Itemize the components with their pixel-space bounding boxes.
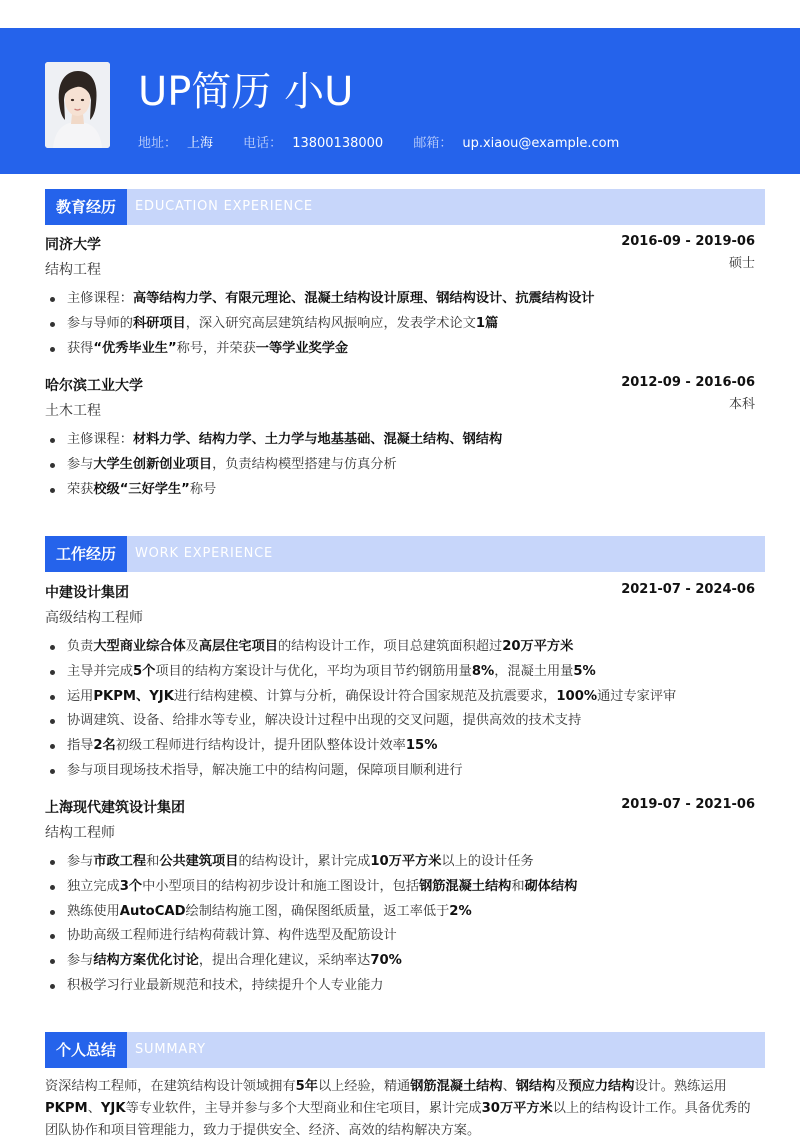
text-run: 运用: [67, 688, 94, 704]
list-item: [45, 709, 765, 734]
list-item: [45, 974, 765, 999]
text-run: 参与: [67, 854, 94, 869]
emphasis-text: PKPM、YJK: [93, 688, 174, 704]
entry-date: 2021-07 - 2024-06: [621, 582, 755, 597]
contact-label: 地址：: [138, 136, 178, 151]
avatar-portrait-icon: [45, 62, 110, 148]
school-name: 同济大学: [45, 237, 101, 253]
text-run: 项目的结构方案设计与优化，平均为项目节约钢筋用量: [155, 663, 472, 679]
list-item: [45, 478, 765, 503]
list-item: [45, 312, 765, 337]
text-run: 以上的设计任务: [441, 854, 534, 869]
summary-section-header: [45, 1032, 765, 1068]
contact-label: 邮箱：: [413, 136, 453, 151]
emphasis-text: 30万平方米: [481, 1101, 553, 1116]
text-run: 及: [555, 1079, 569, 1094]
list-item: [45, 287, 765, 312]
section-title: 个人总结: [45, 1032, 127, 1068]
emphasis-text: 一等学业奖学金: [255, 340, 349, 356]
contact-phone: [243, 136, 383, 151]
section-title: 教育经历: [45, 189, 127, 225]
emphasis-text: 5年: [295, 1079, 318, 1094]
company-name: 中建设计集团: [45, 585, 129, 601]
emphasis-text: 10万平方米: [370, 854, 442, 869]
text-run: 以上经验，精通: [317, 1079, 411, 1094]
text-run: 指导: [67, 738, 94, 754]
major: 结构工程: [45, 262, 101, 278]
text-run: 资深结构工程师，在建筑结构设计领域拥有: [45, 1079, 296, 1094]
emphasis-text: 校级“三好学生”: [93, 481, 190, 497]
text-run: 主导并完成: [67, 663, 133, 679]
text-run: 积极学习行业最新规范和技术，持续提升个人专业能力: [67, 977, 384, 993]
contact-value: 上海: [187, 136, 214, 151]
contact-email: [413, 136, 619, 151]
contact-value: up.xiaou@example.com: [462, 136, 620, 151]
text-run: 主修课程：: [67, 432, 133, 447]
emphasis-text: 材料力学、结构力学、土力学与地基基础、混凝土结构、钢结构: [132, 432, 503, 447]
text-run: 负责: [67, 639, 94, 654]
bullet-list: [45, 287, 765, 361]
emphasis-text: 2%: [449, 903, 472, 919]
text-run: 熟练使用: [67, 903, 120, 919]
list-item: [45, 660, 765, 685]
degree: 本科: [728, 397, 755, 412]
list-item: [45, 875, 765, 900]
text-run: 等专业软件，主导并参与多个大型商业和住宅项目，累计完成: [125, 1101, 482, 1116]
text-run: 参与: [67, 456, 94, 472]
emphasis-text: 70%: [370, 953, 402, 969]
text-run: 的结构设计，累计完成: [238, 854, 371, 869]
bullet-list: [45, 635, 765, 784]
list-item: [45, 850, 765, 875]
text-run: 荣获: [67, 481, 94, 497]
emphasis-text: YJK: [100, 1101, 126, 1116]
section-title-en: WORK EXPERIENCE: [135, 546, 274, 561]
list-item: [45, 759, 765, 784]
emphasis-text: 8%: [471, 663, 495, 679]
job-position: 高级结构工程师: [45, 610, 143, 626]
emphasis-text: 15%: [405, 738, 438, 754]
text-run: 称号，并荣获: [176, 340, 256, 356]
list-item: [45, 734, 765, 759]
contact-address: [138, 136, 213, 151]
major: 土木工程: [45, 403, 101, 419]
entry-date: 2019-07 - 2021-06: [621, 797, 755, 812]
text-run: 以上的结构设计工作。具备优秀的团队协作和项目管理能力，致力于提供安全、经济、高效的结构解决方案。: [45, 1101, 751, 1138]
emphasis-text: 高层住宅项目: [198, 639, 278, 654]
contact-value: 13800138000: [292, 136, 384, 151]
degree: 硕士: [728, 256, 755, 271]
profile-photo: [45, 62, 110, 148]
list-item: [45, 428, 765, 453]
text-run: ，深入研究高层建筑结构风振响应，发表学术论文: [185, 315, 476, 331]
list-item: [45, 635, 765, 660]
list-item: [45, 924, 765, 949]
summary-text: [45, 1076, 757, 1142]
school-name: 哈尔滨工业大学: [45, 378, 143, 394]
contact-label: 电话：: [243, 136, 283, 151]
text-run: 参与导师的: [67, 315, 133, 331]
contact-info: [138, 132, 645, 151]
section-title-en: SUMMARY: [135, 1042, 206, 1057]
text-run: 参与: [67, 953, 94, 969]
text-run: 称号: [189, 481, 217, 497]
bullet-list: [45, 428, 765, 502]
emphasis-text: 大型商业综合体: [93, 639, 186, 654]
list-item: [45, 900, 765, 925]
text-run: 独立完成: [67, 878, 120, 894]
emphasis-text: 市政工程: [93, 854, 147, 869]
text-run: 获得: [67, 340, 94, 356]
list-item: [45, 949, 765, 974]
text-run: ，混凝土用量: [494, 663, 574, 679]
emphasis-text: PKPM: [45, 1101, 88, 1116]
emphasis-text: 20万平方米: [502, 639, 574, 654]
section-title: 工作经历: [45, 536, 127, 572]
emphasis-text: 结构方案优化讨论: [93, 953, 199, 969]
text-run: ，提出合理化建议，采纳率达: [198, 953, 371, 969]
text-run: 、: [87, 1101, 101, 1116]
text-run: 通过专家评审: [597, 688, 677, 704]
emphasis-text: 3个: [119, 878, 143, 894]
job-position: 结构工程师: [45, 825, 115, 841]
list-item: [45, 685, 765, 710]
text-run: 进行结构建模、计算与分析，确保设计符合国家规范及抗震要求，: [173, 688, 557, 704]
text-run: 和: [511, 878, 525, 894]
emphasis-text: 科研项目: [132, 315, 186, 331]
text-run: ，负责结构模型搭建与仿真分析: [212, 456, 397, 472]
candidate-name: UP简历 小U: [138, 69, 354, 115]
text-run: 、: [502, 1079, 516, 1094]
list-item: [45, 337, 765, 362]
bullet-list: [45, 850, 765, 999]
text-run: 协调建筑、设备、给排水等专业，解决设计过程中出现的交叉问题，提供高效的技术支持: [67, 713, 582, 729]
emphasis-text: 5个: [132, 663, 156, 679]
text-run: 设计。熟练运用: [634, 1079, 727, 1094]
emphasis-text: AutoCAD: [119, 903, 186, 919]
emphasis-text: 钢筋混凝土结构: [410, 1079, 503, 1094]
emphasis-text: 钢筋混凝土结构: [419, 878, 512, 894]
list-item: [45, 453, 765, 478]
emphasis-text: “优秀毕业生”: [93, 340, 177, 356]
text-run: 的结构设计工作，项目总建筑面积超过: [278, 639, 503, 654]
work-section-header: [45, 536, 765, 572]
emphasis-text: 5%: [573, 663, 596, 679]
text-run: 和: [146, 854, 160, 869]
emphasis-text: 预应力结构: [568, 1079, 635, 1094]
emphasis-text: 大学生创新创业项目: [93, 456, 213, 472]
emphasis-text: 公共建筑项目: [159, 854, 239, 869]
text-run: 中小型项目的结构初步设计和施工图设计，包括: [142, 878, 420, 894]
entry-date: 2012-09 - 2016-06: [621, 375, 755, 390]
emphasis-text: 2名: [93, 738, 116, 754]
text-run: 初级工程师进行结构设计，提升团队整体设计效率: [115, 738, 406, 754]
emphasis-text: 100%: [556, 688, 598, 704]
text-run: 协助高级工程师进行结构荷载计算、构件选型及配筋设计: [67, 928, 397, 944]
emphasis-text: 砌体结构: [524, 878, 578, 894]
text-run: 参与项目现场技术指导，解决施工中的结构问题，保障项目顺利进行: [67, 762, 463, 778]
text-run: 及: [185, 639, 199, 654]
section-title-en: EDUCATION EXPERIENCE: [135, 199, 313, 214]
text-run: 绘制结构施工图，确保图纸质量，返工率低于: [185, 903, 450, 919]
emphasis-text: 钢结构: [515, 1079, 556, 1094]
education-section-header: [45, 189, 765, 225]
entry-date: 2016-09 - 2019-06: [621, 234, 755, 249]
emphasis-text: 1篇: [475, 315, 499, 331]
company-name: 上海现代建筑设计集团: [45, 800, 185, 816]
text-run: 主修课程：: [67, 291, 133, 306]
resume-header: [0, 28, 800, 174]
emphasis-text: 高等结构力学、有限元理论、混凝土结构设计原理、钢结构设计、抗震结构设计: [132, 291, 595, 306]
